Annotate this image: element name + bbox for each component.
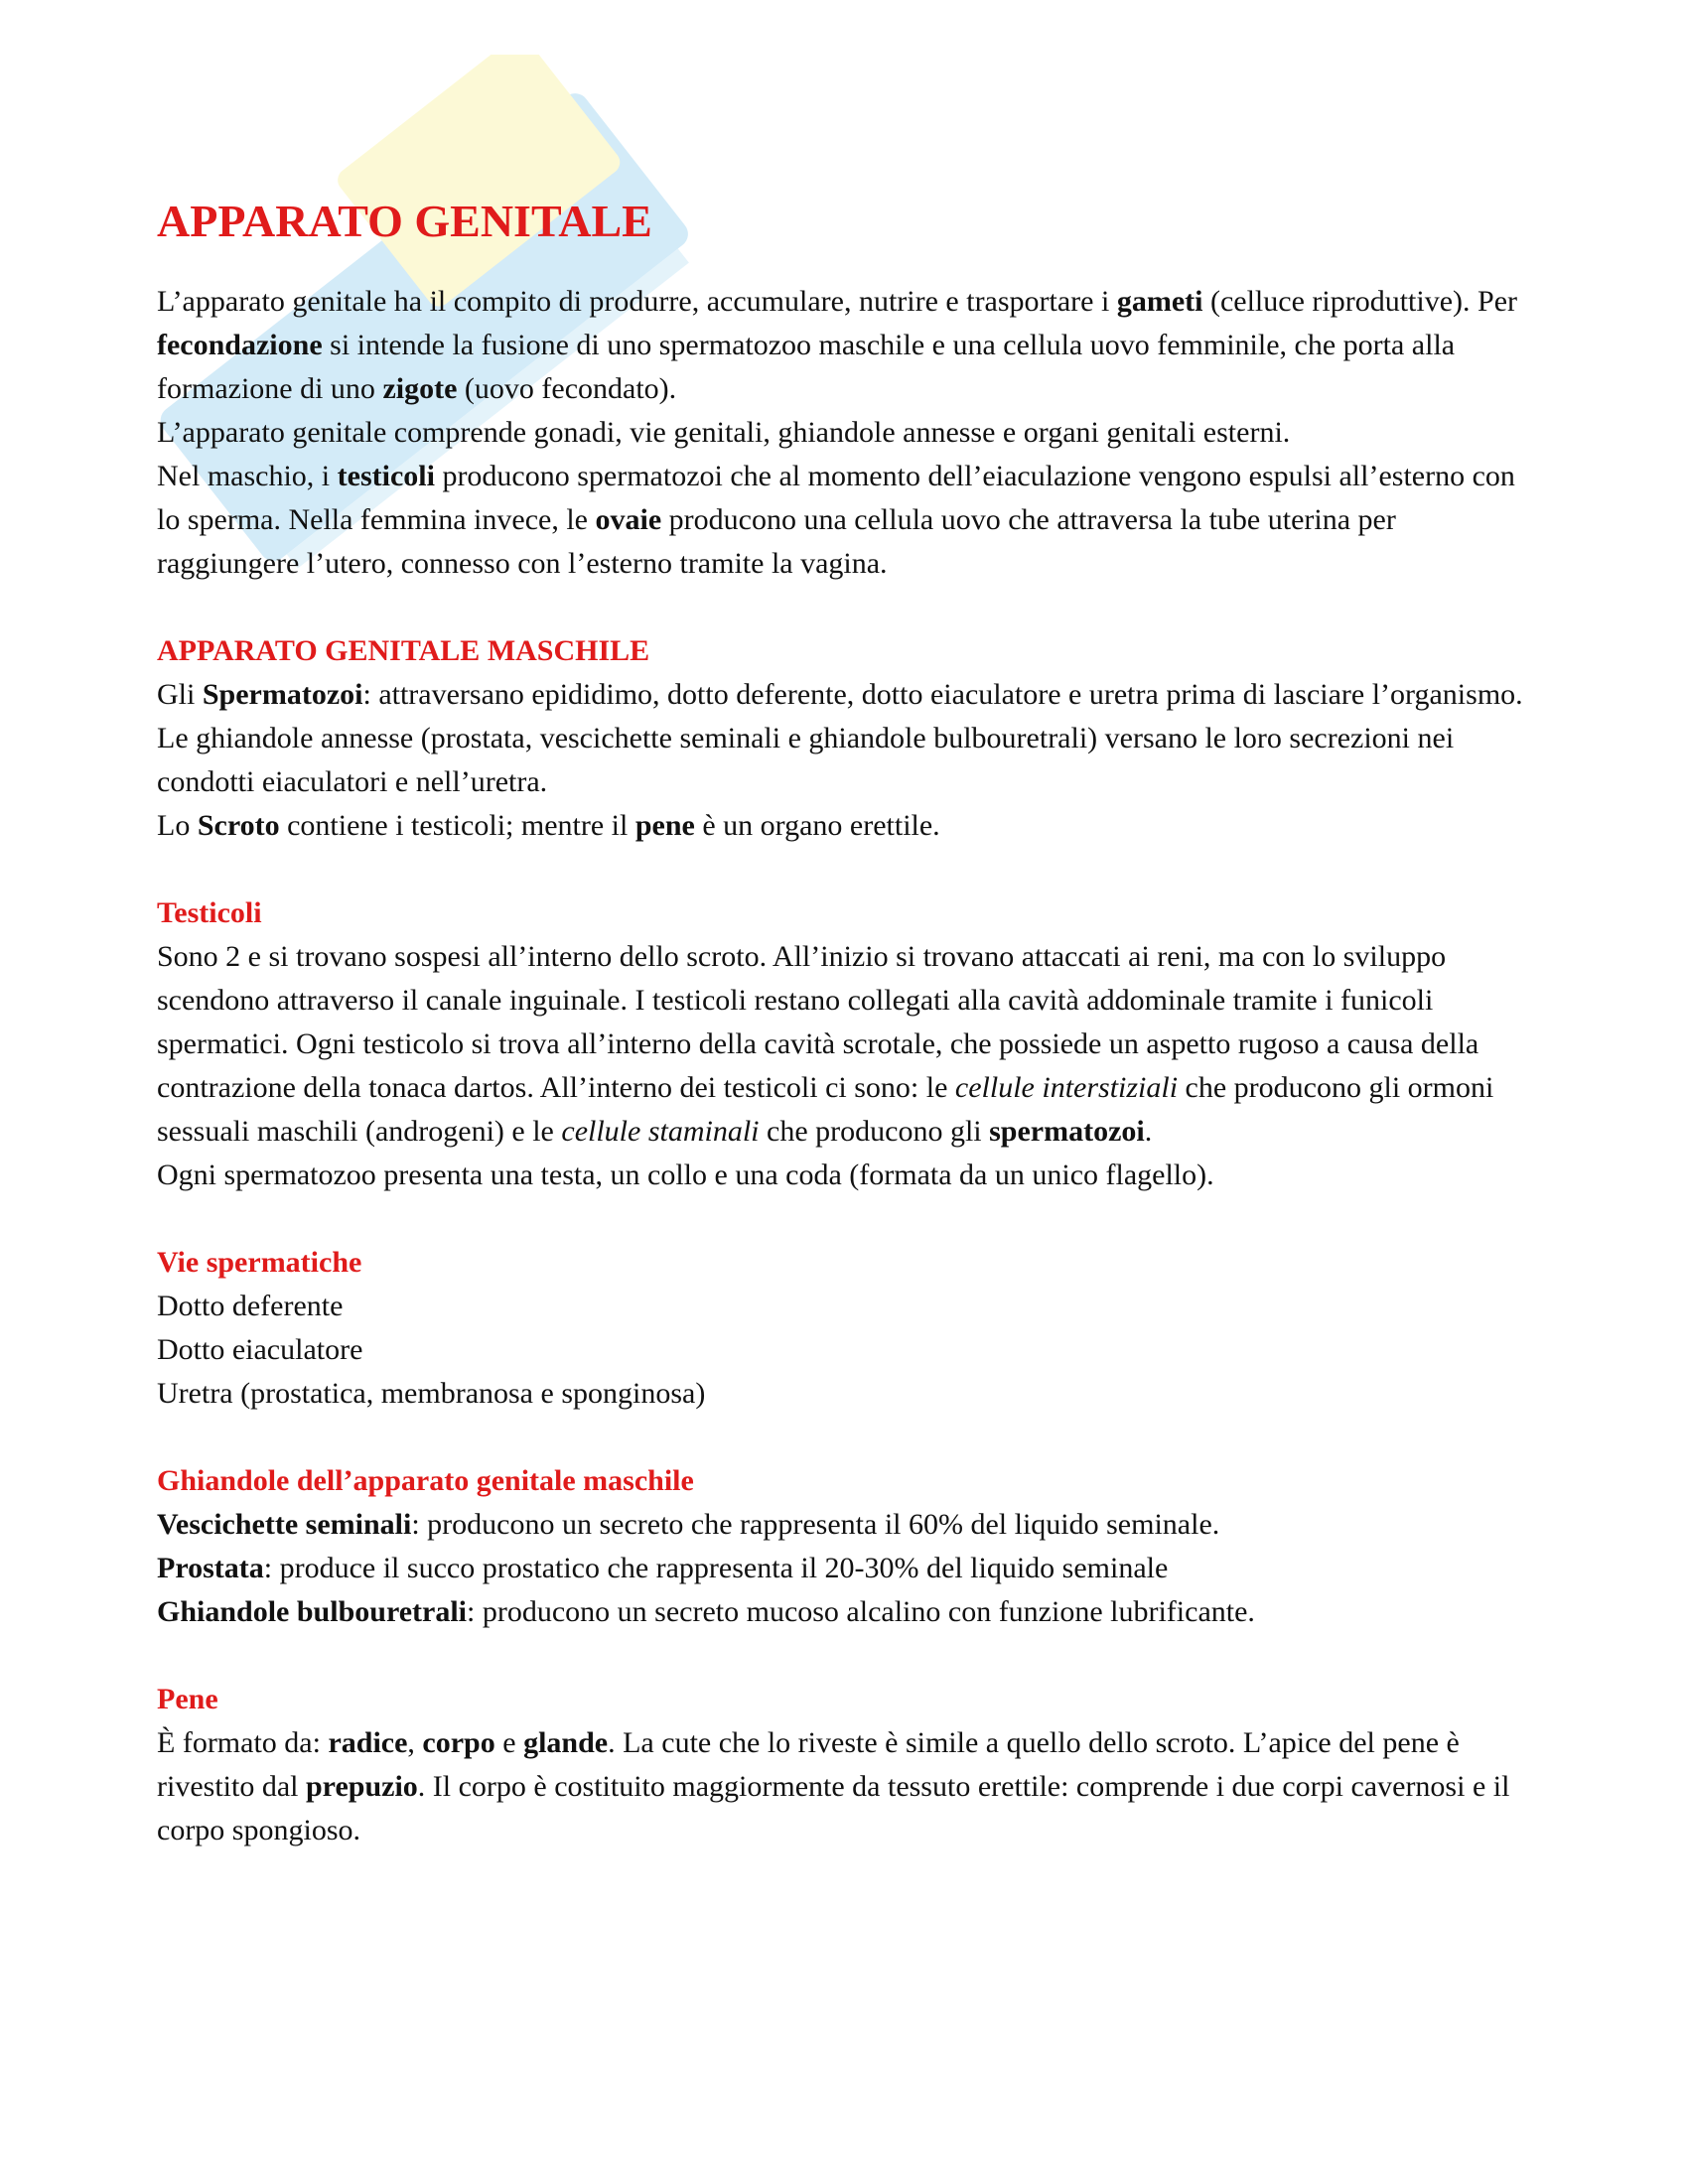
term-scroto: Scroto xyxy=(197,809,280,843)
term-spermatozoi: Spermatozoi xyxy=(202,678,363,712)
document-title: APPARATO GENITALE xyxy=(157,196,652,246)
list-item: Ghiandole bulbouretrali: producono un secreto mucoso alcalino con funzione lubrificante. xyxy=(157,1595,1255,1629)
term-cellule-interstiziali: cellule interstiziali xyxy=(954,1071,1179,1105)
testicoli-paragraph-2: Ogni spermatozoo presenta una testa, un collo e una coda (formata da un unico flagello). xyxy=(157,1159,1214,1192)
term-vescichette-seminali: Vescichette seminali xyxy=(157,1508,412,1542)
section-heading-vie-spermatiche: Vie spermatiche xyxy=(157,1246,362,1280)
list-item: Vescichette seminali: producono un secreto che rappresenta il 60% del liquido seminale. xyxy=(157,1508,1220,1542)
ghiandole-list xyxy=(157,1503,1537,1634)
term-glande: glande xyxy=(523,1726,609,1760)
vie-list xyxy=(157,1285,1537,1416)
term-zigote: zigote xyxy=(382,372,458,406)
intro-paragraph-2: L’apparato genitale comprende gonadi, vie genitali, ghiandole annesse e organi genitali esterni. xyxy=(157,416,1291,450)
maschile-paragraph-1: Gli Spermatozoi: attraversano epididimo, dotto deferente, dotto eiaculatore e uretra prima di lasciare l’organismo. Le ghiandole annesse (prostata, vescichette seminali e ghiandole bulbouretrali) versano le loro secrezioni nei condotti eiaculatori e nell’uretra. xyxy=(157,678,1523,799)
term-ghiandole-bulbouretrali: Ghiandole bulbouretrali xyxy=(157,1595,468,1629)
term-fecondazione: fecondazione xyxy=(157,329,323,362)
term-ovaie: ovaie xyxy=(595,503,662,537)
list-item: Dotto deferente xyxy=(157,1290,344,1323)
term-gameti: gameti xyxy=(1116,285,1203,319)
list-item: Prostata: produce il succo prostatico che rappresenta il 20-30% del liquido seminale xyxy=(157,1552,1169,1585)
term-prostata: Prostata xyxy=(157,1552,264,1585)
document-page xyxy=(157,194,1537,1852)
section-heading-pene: Pene xyxy=(157,1683,218,1716)
section-heading-testicoli: Testicoli xyxy=(157,896,262,930)
intro-paragraph-3: Nel maschio, i testicoli producono spermatozoi che al momento dell’eiaculazione vengono espulsi all’esterno con lo sperma. Nella femmina invece, le ovaie producono una cellula uovo che attraversa la tube uterina per raggiungere l’utero, connesso con l’esterno tramite la vagina. xyxy=(157,460,1515,581)
testicoli-paragraph-1: Sono 2 e si trovano sospesi all’interno dello scroto. All’inizio si trovano attaccati ai reni, ma con lo sviluppo scendono attraverso il canale inguinale. I testicoli restano collegati alla cavità addominale tramite i funicoli spermatici. Ogni testicolo si trova all’interno della cavità scrotale, che possiede un aspetto rugoso a causa della contrazione della tonaca dartos. All’interno dei testicoli ci sono: le cellule interstiziali che producono gli ormoni sessuali maschili (androgeni) e le cellule staminali che producono gli spermatozoi. xyxy=(157,940,1494,1149)
list-item: Dotto eiaculatore xyxy=(157,1333,363,1367)
term-cellule-staminali: cellule staminali xyxy=(561,1115,760,1149)
term-prepuzio: prepuzio xyxy=(305,1770,418,1804)
maschile-paragraph-2: Lo Scroto contiene i testicoli; mentre il pene è un organo erettile. xyxy=(157,809,940,843)
term-radice: radice xyxy=(328,1726,408,1760)
term-corpo: corpo xyxy=(422,1726,495,1760)
list-item: Uretra (prostatica, membranosa e sponginosa) xyxy=(157,1377,706,1411)
term-testicoli: testicoli xyxy=(337,460,435,493)
term-spermatozoi-2: spermatozoi xyxy=(989,1115,1145,1149)
section-heading-maschile: APPARATO GENITALE MASCHILE xyxy=(157,634,650,668)
section-heading-ghiandole: Ghiandole dell’apparato genitale maschile xyxy=(157,1464,694,1498)
term-pene: pene xyxy=(634,809,695,843)
pene-paragraph-1: È formato da: radice, corpo e glande. La cute che lo riveste è simile a quello dello scroto. L’apice del pene è rivestito dal prepuzio. Il corpo è costituito maggiormente da tessuto erettile: comprende i due corpi cavernosi e il corpo spongioso. xyxy=(157,1726,1510,1847)
intro-paragraph-1: L’apparato genitale ha il compito di produrre, accumulare, nutrire e trasportare i gameti (celluce riproduttive). Per fecondazione si intende la fusione di uno spermatozoo maschile e una cellula uovo femminile, che porta alla formazione di uno zigote (uovo fecondato). xyxy=(157,285,1518,406)
